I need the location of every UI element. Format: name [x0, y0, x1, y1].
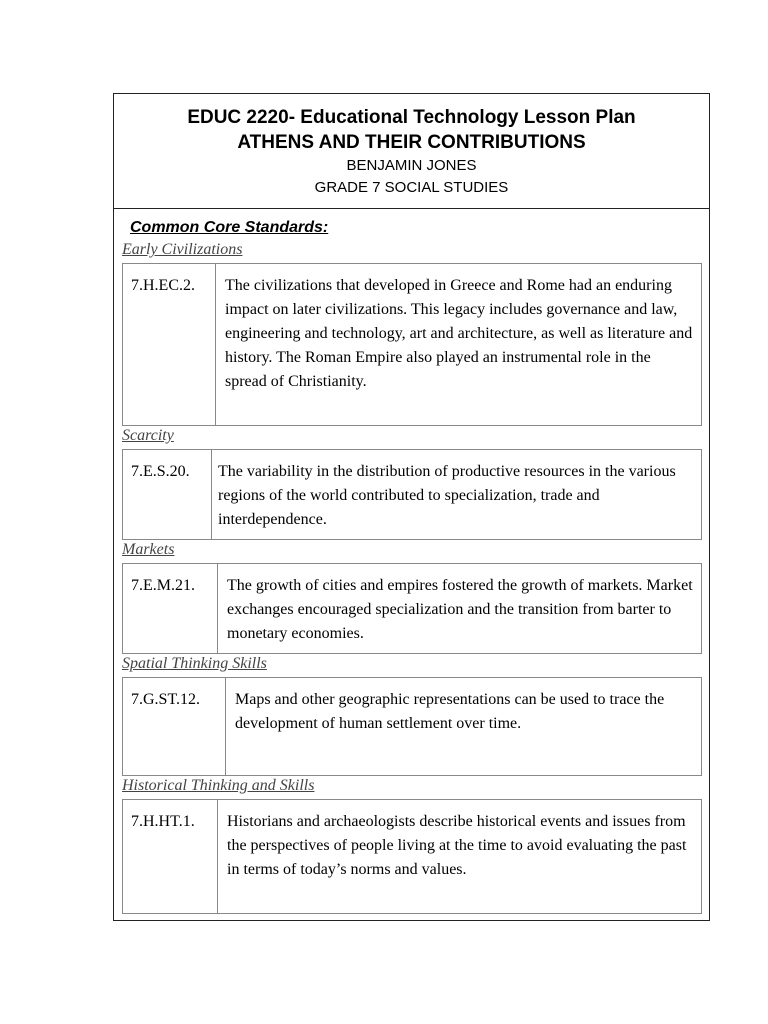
category-label: Early Civilizations: [122, 241, 243, 258]
standard-row: [122, 449, 702, 540]
grade-subject: GRADE 7 SOCIAL STUDIES: [314, 179, 509, 196]
standard-row: [122, 677, 702, 776]
category-label: Scarcity: [122, 427, 174, 444]
section-title: Common Core Standards:: [130, 219, 329, 236]
standard-description: Historians and archaeologists describe historical events and issues from the perspectives of people living at the time to avoid evaluating the past in terms of today’s norms and values.: [227, 813, 687, 878]
standard-description: The variability in the distribution of productive resources in the various regions of the world contributed to specialization, trade and interdependence.: [218, 463, 676, 528]
standard-description: The growth of cities and empires fostered the growth of markets. Market exchanges encouraged specialization and the transition from barter to monetary economies.: [227, 577, 693, 642]
standard-code: 7.H.HT.1.: [123, 800, 218, 913]
standard-description: Maps and other geographic representations can be used to trace the development of human settlement over time.: [235, 691, 665, 732]
standard-code: 7.E.M.21.: [123, 564, 218, 653]
standard-row: [122, 799, 702, 914]
standard-row: [122, 563, 702, 654]
standard-row: [122, 263, 702, 426]
standard-code: 7.E.S.20.: [123, 450, 212, 539]
category-label: Markets: [122, 541, 175, 558]
standard-code: 7.G.ST.12.: [123, 678, 226, 775]
lesson-topic: ATHENS AND THEIR CONTRIBUTIONS: [237, 132, 586, 153]
category-label: Historical Thinking and Skills: [122, 777, 315, 794]
lesson-plan-document: [113, 93, 710, 921]
category-label: Spatial Thinking Skills: [122, 655, 267, 672]
course-title: EDUC 2220- Educational Technology Lesson Plan: [187, 107, 636, 128]
standard-code: 7.H.EC.2.: [123, 264, 216, 425]
document-header: [114, 94, 709, 209]
standard-description: The civilizations that developed in Greece and Rome had an enduring impact on later civilizations. This legacy includes governance and law, engineering and technology, art and architecture, as well as literature and history. The Roman Empire also played an instrumental role in the spread of Christianity.: [225, 277, 693, 390]
author-name: BENJAMIN JONES: [346, 157, 477, 174]
